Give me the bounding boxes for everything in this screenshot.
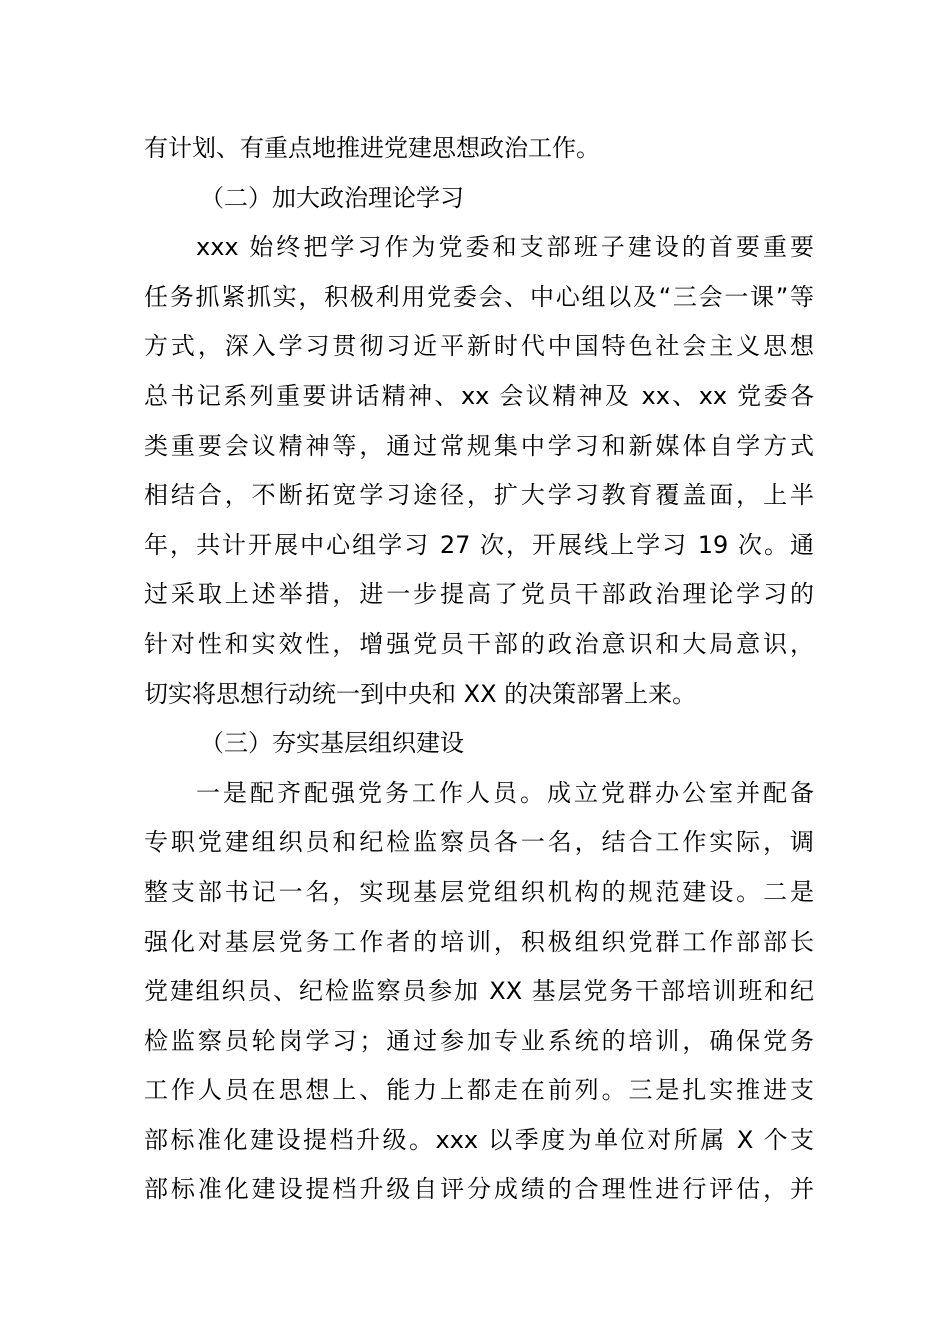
section-heading-2: （二）加大政治理论学习 <box>200 183 464 212</box>
paragraph-line: 相结合，不断拓宽学习途径，扩大学习教育覆盖面，上半 <box>144 481 814 510</box>
paragraph-line: 一是配齐配强党务工作人员。成立党群办公室并配备 <box>196 778 814 807</box>
paragraph-line: 切实将思想行动统一到中央和 XX 的决策部署上来。 <box>144 679 697 708</box>
paragraph-line: 总书记系列重要讲话精神、xx 会议精神及 xx、xx 党委各 <box>144 381 814 410</box>
paragraph-line: 党建组织员、纪检监察员参加 XX 基层党务干部培训班和纪 <box>144 977 814 1006</box>
document-body <box>144 124 814 1215</box>
paragraph-line: 部标准化建设提档升级。xxx 以季度为单位对所属 X 个支 <box>144 1125 814 1154</box>
section-heading-3: （三）夯实基层组织建设 <box>200 729 464 758</box>
paragraph-line: 工作人员在思想上、能力上都走在前列。三是扎实推进支 <box>144 1076 814 1105</box>
paragraph-line: 有计划、有重点地推进党建思想政治工作。 <box>144 134 600 162</box>
paragraph-line: 强化对基层党务工作者的培训，积极组织党群工作部部长 <box>144 927 814 956</box>
paragraph-line: 部标准化建设提档升级自评分成绩的合理性进行评估，并 <box>144 1175 814 1204</box>
paragraph-line: 任务抓紧抓实，积极利用党委会、中心组以及“三会一课”等 <box>144 282 814 311</box>
paragraph-line: 专职党建组织员和纪检监察员各一名，结合工作实际，调 <box>144 828 814 857</box>
paragraph-line: 年，共计开展中心组学习 27 次，开展线上学习 19 次。通 <box>144 530 814 559</box>
paragraph-line: 检监察员轮岗学习；通过参加专业系统的培训，确保党务 <box>144 1026 814 1055</box>
paragraph-line: 针对性和实效性，增强党员干部的政治意识和大局意识， <box>144 629 814 658</box>
paragraph-line: 整支部书记一名，实现基层党组织机构的规范建设。二是 <box>144 877 814 906</box>
paragraph-line: 方式，深入学习贯彻习近平新时代中国特色社会主义思想 <box>144 332 814 361</box>
paragraph-line: xxx 始终把学习作为党委和支部班子建设的首要重要 <box>196 233 814 262</box>
paragraph-line: 过采取上述举措，进一步提高了党员干部政治理论学习的 <box>144 580 814 609</box>
paragraph-line: 类重要会议精神等，通过常规集中学习和新媒体自学方式 <box>144 431 814 460</box>
